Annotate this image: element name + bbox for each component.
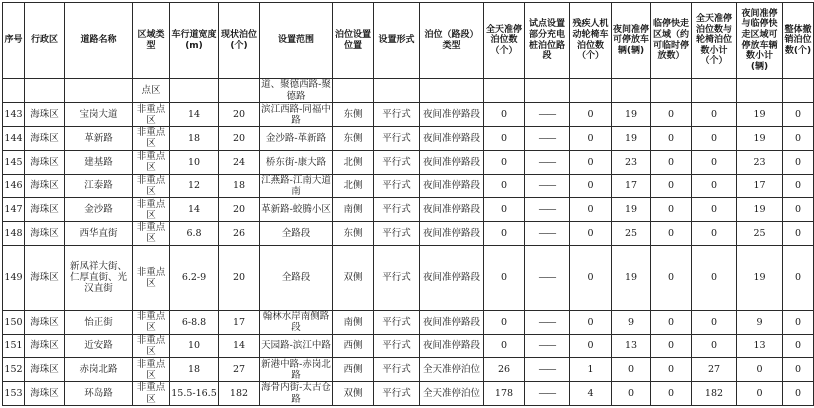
- cell-current-spaces: 27: [219, 358, 260, 382]
- cell-removed: 0: [783, 382, 814, 406]
- cell-road-name: 新凤祥大街、仁厚直街、光汉直街: [65, 245, 133, 310]
- cell-side: 双侧: [333, 245, 374, 310]
- cell-wheelchair: 0: [570, 245, 612, 310]
- cell-wheelchair: 0: [570, 174, 612, 198]
- cell-index: 152: [3, 358, 25, 382]
- cell-temp-spaces: 0: [651, 127, 692, 151]
- cell-night-vehicles: 19: [612, 127, 651, 151]
- cell-lane-width: 15.5-16.5: [170, 382, 219, 406]
- cell-road-name: 近安路: [65, 334, 133, 358]
- cell-area-type: 非重点区: [133, 222, 170, 246]
- cell-side: 北侧: [333, 174, 374, 198]
- cell-allday-spaces: 0: [484, 103, 525, 127]
- cell-road-name: 宝岗大道: [65, 103, 133, 127]
- cell-wheelchair: 1: [570, 358, 612, 382]
- cell-area-type: 非重点区: [133, 198, 170, 222]
- cell-area-type: 非重点区: [133, 174, 170, 198]
- cell-range: 天园路-滨江中路: [260, 334, 333, 358]
- cell-current-spaces: 26: [219, 222, 260, 246]
- cell-allday-wheelchair-subtotal: 0: [692, 127, 737, 151]
- cell-night-vehicles: 19: [612, 198, 651, 222]
- cell-allday-spaces: 0: [484, 222, 525, 246]
- cell-index: 145: [3, 150, 25, 174]
- cell-wheelchair: 0: [570, 310, 612, 334]
- cell-area-type: 非重点区: [133, 245, 170, 310]
- cell-charging: ——: [525, 358, 570, 382]
- cell-charging: ——: [525, 310, 570, 334]
- header-current-spaces: 现状泊位(个): [219, 3, 260, 79]
- cell-road-name: 西华直街: [65, 222, 133, 246]
- cell-side: 西侧: [333, 334, 374, 358]
- cell-area-type: 非重点区: [133, 127, 170, 151]
- cell-allday-wheelchair-subtotal: 0: [692, 334, 737, 358]
- cell-index: 146: [3, 174, 25, 198]
- cell-night-vehicles: 19: [612, 103, 651, 127]
- cell-lane-width: 10: [170, 334, 219, 358]
- table-row: [3, 103, 814, 127]
- cell-allday-wheelchair-subtotal: 0: [692, 222, 737, 246]
- cell-removed: 0: [783, 358, 814, 382]
- cell-charging: ——: [525, 103, 570, 127]
- header-night-vehicles: 夜间准停可停放车辆(辆): [612, 3, 651, 79]
- cell-current-spaces: 20: [219, 127, 260, 151]
- cell-range: 金沙路-革新路: [260, 127, 333, 151]
- cell-form: 平行式: [374, 127, 420, 151]
- cell-side: 双侧: [333, 382, 374, 406]
- cell-allday-wheelchair-subtotal: 0: [692, 103, 737, 127]
- cell-wheelchair: 4: [570, 382, 612, 406]
- cell-road-name: 赤岗北路: [65, 358, 133, 382]
- cell-form: 平行式: [374, 310, 420, 334]
- cell-allday-spaces: 26: [484, 358, 525, 382]
- cell-road-type: 全天准停泊位: [420, 358, 484, 382]
- cell-allday-spaces: 0: [484, 245, 525, 310]
- header-temp-spaces: 临停快走区域（约可临时停放数）: [651, 3, 692, 79]
- cell-side: 东侧: [333, 127, 374, 151]
- cell-form: 平行式: [374, 103, 420, 127]
- cell-wheelchair: 0: [570, 103, 612, 127]
- cell-form: 平行式: [374, 222, 420, 246]
- table-row: [3, 382, 814, 406]
- cell-road-name: 环岛路: [65, 382, 133, 406]
- cell-road-type: 全天准停泊位: [420, 382, 484, 406]
- cell-current-spaces: 20: [219, 103, 260, 127]
- cell-allday-wheelchair-subtotal: 0: [692, 198, 737, 222]
- cell-index: 151: [3, 334, 25, 358]
- cell-index: 153: [3, 382, 25, 406]
- cell-night-vehicles: 9: [612, 310, 651, 334]
- header-allday-spaces: 全天准停泊位数（个）: [484, 3, 525, 79]
- cell-removed: 0: [783, 127, 814, 151]
- cell-wheelchair: 0: [570, 150, 612, 174]
- table-row: [3, 334, 814, 358]
- cell-lane-width: 12: [170, 174, 219, 198]
- cell-side: 北侧: [333, 150, 374, 174]
- cell-lane-width: 18: [170, 127, 219, 151]
- header-allday-wheelchair-subtotal: 全天准停泊位数与轮椅泊位数小计（个）: [692, 3, 737, 79]
- cell-index: 149: [3, 245, 25, 310]
- cell-night-vehicles: 17: [612, 174, 651, 198]
- header-road-name: 道路名称: [65, 3, 133, 79]
- cell-road-type: 夜间准停路段: [420, 103, 484, 127]
- cell-road-type: 夜间准停路段: [420, 245, 484, 310]
- cell-temp-spaces: 0: [651, 222, 692, 246]
- cell-temp-spaces: 0: [651, 174, 692, 198]
- cell-allday-wheelchair-subtotal: 182: [692, 382, 737, 406]
- table-row: [3, 198, 814, 222]
- cell-removed: 0: [783, 198, 814, 222]
- cell-night-temp-subtotal: 0: [737, 358, 783, 382]
- cell-road-type: 夜间准停路段: [420, 334, 484, 358]
- cell-index: 148: [3, 222, 25, 246]
- cell-temp-spaces: 0: [651, 245, 692, 310]
- header-area-type: 区域类型: [133, 3, 170, 79]
- header-night-temp-subtotal: 夜间准停与临停快走区域可停放车辆数小计(辆): [737, 3, 783, 79]
- cell-night-vehicles: 0: [612, 382, 651, 406]
- cell-allday-spaces: 0: [484, 174, 525, 198]
- cell-removed: 0: [783, 245, 814, 310]
- table-body: [3, 79, 814, 406]
- cell-lane-width: 6-8.8: [170, 310, 219, 334]
- cell-district: 海珠区: [25, 198, 65, 222]
- cell-range: 江燕路-江南大道南: [261, 174, 331, 197]
- table-row: [3, 310, 814, 334]
- header-range: 设置范围: [260, 3, 333, 79]
- cell-lane-width: 10: [170, 150, 219, 174]
- cell-removed: 0: [783, 150, 814, 174]
- cell-district: 海珠区: [25, 245, 65, 310]
- cell-charging: ——: [525, 150, 570, 174]
- cell-removed: 0: [783, 174, 814, 198]
- cell-road-name: 金沙路: [65, 198, 133, 222]
- cell-side: 东侧: [333, 103, 374, 127]
- cell-form: 平行式: [374, 174, 420, 198]
- cell-district: 海珠区: [25, 222, 65, 246]
- cell-district: 海珠区: [25, 174, 65, 198]
- cell-lane-width: 14: [170, 198, 219, 222]
- cell-current-spaces: 182: [219, 382, 260, 406]
- cell-temp-spaces: 0: [651, 310, 692, 334]
- cell-road-type: 夜间准停路段: [420, 198, 484, 222]
- cell-district: 海珠区: [25, 310, 65, 334]
- cell-removed: 0: [783, 334, 814, 358]
- cell-range: 全路段: [260, 245, 333, 310]
- cell-road-type: 夜间准停路段: [420, 174, 484, 198]
- cell-night-temp-subtotal: 19: [737, 245, 783, 310]
- cell-current-spaces: 20: [219, 198, 260, 222]
- cell-area-type: 非重点区: [133, 358, 170, 382]
- cell-range: 革新路-蛟腾小区: [260, 198, 333, 222]
- cell-area-type: 非重点区: [133, 334, 170, 358]
- cell-night-vehicles: 23: [612, 150, 651, 174]
- cell-area-type: 非重点区: [133, 382, 170, 406]
- table-row: [3, 150, 814, 174]
- cell-removed: 0: [783, 222, 814, 246]
- cell-temp-spaces: 0: [651, 103, 692, 127]
- cell-form: 平行式: [374, 150, 420, 174]
- cell-allday-spaces: 0: [484, 150, 525, 174]
- cell-wheelchair: 0: [570, 334, 612, 358]
- cell-form: 平行式: [374, 358, 420, 382]
- cell-allday-spaces: 0: [484, 334, 525, 358]
- cell-night-temp-subtotal: 25: [737, 222, 783, 246]
- cell-temp-spaces: 0: [651, 334, 692, 358]
- cell-current-spaces: 20: [219, 245, 260, 310]
- cell-road-type: 夜间准停路段: [420, 150, 484, 174]
- cell-range: 翰林水岸南侧路段: [260, 310, 333, 334]
- cell-district: 海珠区: [25, 127, 65, 151]
- cell-night-temp-subtotal: 0: [737, 382, 783, 406]
- header-form: 设置形式: [374, 3, 420, 79]
- cell-area-type: 点区: [133, 79, 170, 103]
- table-row: [3, 358, 814, 382]
- cell-district: 海珠区: [25, 150, 65, 174]
- cell-allday-wheelchair-subtotal: 0: [692, 150, 737, 174]
- cell-district: 海珠区: [25, 382, 65, 406]
- header-district: 行政区: [25, 3, 65, 79]
- cell-allday-wheelchair-subtotal: 0: [692, 310, 737, 334]
- cell-allday-spaces: 0: [484, 310, 525, 334]
- cell-range: 滨江西路-同福中路: [261, 103, 331, 126]
- cell-night-vehicles: 13: [612, 334, 651, 358]
- cell-current-spaces: 17: [219, 310, 260, 334]
- header-index: 序号: [3, 3, 25, 79]
- cell-charging: ——: [525, 174, 570, 198]
- cell-district: 海珠区: [25, 334, 65, 358]
- cell-night-temp-subtotal: 17: [737, 174, 783, 198]
- header-lane-width: 车行道宽度(m): [170, 3, 219, 79]
- cell-area-type: 非重点区: [133, 310, 170, 334]
- table-row: [3, 127, 814, 151]
- cell-current-spaces: 14: [219, 334, 260, 358]
- cell-allday-spaces: 178: [484, 382, 525, 406]
- cell-index: 147: [3, 198, 25, 222]
- table-row: [3, 245, 814, 310]
- cell-area-type: 非重点区: [133, 150, 170, 174]
- cell-removed: 0: [783, 310, 814, 334]
- cell-side: 西侧: [333, 358, 374, 382]
- cell-lane-width: 18: [170, 358, 219, 382]
- cell-district: 海珠区: [25, 103, 65, 127]
- cell-night-temp-subtotal: 19: [737, 127, 783, 151]
- cell-night-temp-subtotal: 19: [737, 198, 783, 222]
- cell-side: 东侧: [333, 222, 374, 246]
- cell-night-vehicles: 19: [612, 245, 651, 310]
- cell-night-vehicles: 0: [612, 358, 651, 382]
- cell-charging: ——: [525, 245, 570, 310]
- cell-night-temp-subtotal: 19: [737, 103, 783, 127]
- cell-index: 144: [3, 127, 25, 151]
- cell-form: 平行式: [374, 382, 420, 406]
- cell-road-name: 怡正街: [65, 310, 133, 334]
- table-row: [3, 174, 814, 198]
- header-side: 泊位设置位置: [333, 3, 374, 79]
- parking-spaces-table: [2, 2, 814, 406]
- cell-lane-width: 14: [170, 103, 219, 127]
- header-removed: 整体撤销泊位数(个): [783, 3, 814, 79]
- cell-form: 平行式: [374, 334, 420, 358]
- cell-allday-spaces: 0: [484, 198, 525, 222]
- cell-form: 平行式: [374, 198, 420, 222]
- cell-range: 新港中路-赤岗北路: [261, 358, 331, 381]
- cell-removed: 0: [783, 103, 814, 127]
- cell-allday-wheelchair-subtotal: 27: [692, 358, 737, 382]
- cell-area-type: 非重点区: [133, 103, 170, 127]
- cell-road-type: 夜间准停路段: [420, 127, 484, 151]
- table-header: [3, 3, 814, 79]
- cell-temp-spaces: 0: [651, 150, 692, 174]
- cell-temp-spaces: 0: [651, 198, 692, 222]
- cell-road-name: 建基路: [65, 150, 133, 174]
- cell-charging: ——: [525, 222, 570, 246]
- cell-side: 南侧: [333, 310, 374, 334]
- cell-charging: ——: [525, 198, 570, 222]
- cell-district: 海珠区: [25, 358, 65, 382]
- table-row: [3, 222, 814, 246]
- cell-index: 150: [3, 310, 25, 334]
- cell-night-temp-subtotal: 13: [737, 334, 783, 358]
- cell-current-spaces: 24: [219, 150, 260, 174]
- cell-wheelchair: 0: [570, 222, 612, 246]
- table-row-partial: [3, 79, 814, 103]
- cell-temp-spaces: 0: [651, 358, 692, 382]
- cell-range: 全路段: [260, 222, 333, 246]
- cell-form: 平行式: [374, 245, 420, 310]
- cell-night-temp-subtotal: 9: [737, 310, 783, 334]
- cell-road-type: 夜间准停路段: [420, 222, 484, 246]
- cell-range: 道、聚德西路-聚德路: [261, 79, 331, 102]
- cell-side: 南侧: [333, 198, 374, 222]
- header-road-type: 泊位（路段）类型: [420, 3, 484, 79]
- cell-night-vehicles: 25: [612, 222, 651, 246]
- header-wheelchair: 残疾人机动轮椅车泊位数（个）: [570, 3, 612, 79]
- cell-allday-spaces: 0: [484, 127, 525, 151]
- header-charging: 试点设置部分充电桩泊位路段: [525, 3, 570, 79]
- cell-charging: ——: [525, 334, 570, 358]
- cell-road-type: 夜间准停路段: [420, 310, 484, 334]
- cell-road-name: 江泰路: [65, 174, 133, 198]
- cell-charging: ——: [525, 127, 570, 151]
- cell-wheelchair: 0: [570, 198, 612, 222]
- cell-index: 143: [3, 103, 25, 127]
- cell-current-spaces: 18: [219, 174, 260, 198]
- cell-lane-width: 6.8: [170, 222, 219, 246]
- cell-allday-wheelchair-subtotal: 0: [692, 174, 737, 198]
- cell-range: 桥东街-康大路: [260, 150, 333, 174]
- cell-night-temp-subtotal: 23: [737, 150, 783, 174]
- cell-wheelchair: 0: [570, 127, 612, 151]
- cell-lane-width: 6.2-9: [170, 245, 219, 310]
- cell-road-name: 革新路: [65, 127, 133, 151]
- cell-temp-spaces: 0: [651, 382, 692, 406]
- cell-allday-wheelchair-subtotal: 0: [692, 245, 737, 310]
- cell-charging: ——: [525, 382, 570, 406]
- cell-range: 海骨内街-太古仓路: [261, 382, 331, 405]
